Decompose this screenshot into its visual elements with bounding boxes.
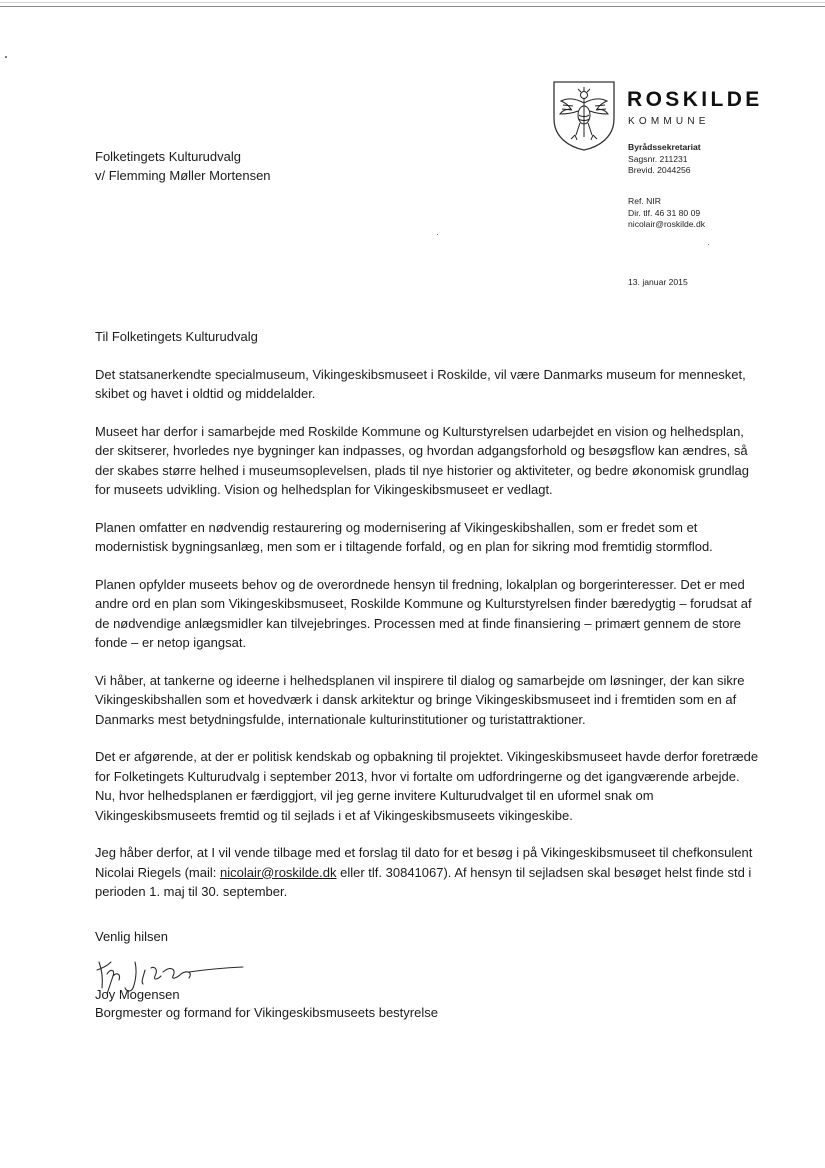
paragraph bbox=[95, 671, 795, 730]
paragraph-line: fonde – er netop igangsat. bbox=[95, 635, 247, 650]
paragraph-line bbox=[95, 863, 795, 883]
paragraph-line: Jeg håber derfor, at I vil vende tilbage med et forslag til dato for et besøg i på Vikingeskibsmuseet til chefkonsulent bbox=[95, 845, 753, 860]
paragraph-line: de nødvendige anlægsmidler kan tilvejebringes. Processen med at finde finansiering – primært gennem de store bbox=[95, 615, 742, 631]
text-span: eller tlf. 30841067). Af hensyn til sejladsen skal besøget helst finde std i bbox=[336, 864, 752, 880]
case-info bbox=[628, 142, 701, 177]
paragraph-line: for Folketingets Kulturudvalg i september 2013, hvor vi fortalte om udfordringerne og det igangværende arbejde. bbox=[95, 768, 740, 784]
paragraph bbox=[95, 365, 795, 404]
scan-edge-line bbox=[0, 2, 825, 3]
letter-number: Brevid. 2044256 bbox=[628, 165, 691, 175]
paragraph-line: Museet har derfor i samarbejde med Roskilde Kommune og Kulturstyrelsen udarbejdet en vision og helhedsplan, bbox=[95, 423, 744, 439]
paragraph-line: skibet og havet i oldtid og middelalder. bbox=[95, 386, 316, 401]
paragraph-line: Vikingeskibshallen som et hovedværk i dansk arkitektur og bringe Vikingeskibsmuseet ind i fremtiden som en af bbox=[95, 692, 737, 707]
paragraph bbox=[95, 747, 795, 825]
letter-body bbox=[95, 327, 795, 920]
reference: Ref. NIR bbox=[628, 196, 661, 206]
paragraph-line: andre ord en plan som Vikingeskibsmuseet, Roskilde Kommune og Kulturstyrelsen finder bæredygtig – forudsat af bbox=[95, 596, 752, 611]
paragraph-line: der skabes større helhed i museumsoplevelsen, plads til nye historier og aktiviteter, og bedre økonomisk grundlag bbox=[95, 462, 749, 478]
paragraph-line: Vikingeskibsmuseets fremtid og til sejlads i et af Vikingeskibsmuseets vikingeskibe. bbox=[95, 807, 573, 823]
recipient-line: v/ Flemming Møller Mortensen bbox=[95, 168, 271, 183]
closing: Venlig hilsen bbox=[95, 929, 168, 944]
scan-edge-line bbox=[0, 6, 825, 7]
paragraph-line: for museets udvikling. Vision og helhedsplan for Vikingeskibsmuseet er vedlagt. bbox=[95, 482, 553, 497]
salutation: Til Folketingets Kulturudvalg bbox=[95, 329, 258, 344]
paragraph-line: Planen opfylder museets behov og de overordnede hensyn til fredning, lokalplan og borgerinteresser. Det er med bbox=[95, 576, 745, 592]
scan-speck bbox=[708, 244, 709, 245]
paragraph-line: Planen omfatter en nødvendig restaurering og modernisering af Vikingeskibshallen, som er fredet som et bbox=[95, 519, 698, 535]
paragraph-line: Vi håber, at tankerne og ideerne i helhedsplanen vil inspirere til dialog og samarbejde om løsninger, der kan sikre bbox=[95, 672, 745, 688]
brand-subtitle: KOMMUNE bbox=[628, 116, 710, 127]
department: Byrådssekretariat bbox=[628, 142, 701, 152]
roskilde-crest-icon bbox=[551, 79, 617, 151]
text-span: Nicolai Riegels (mail: bbox=[95, 864, 220, 880]
paragraph bbox=[95, 518, 795, 557]
paragraph-line: Det statsanerkendte specialmuseum, Vikingeskibsmuseet i Roskilde, vil være Danmarks museum for mennesket, bbox=[95, 366, 746, 382]
letter-date: 13. januar 2015 bbox=[628, 277, 688, 287]
paragraph-line: perioden 1. maj til 30. september. bbox=[95, 884, 288, 899]
brand-name: ROSKILDE bbox=[627, 88, 763, 111]
case-number: Sagsnr. 211231 bbox=[628, 153, 688, 164]
recipient-address bbox=[95, 147, 271, 185]
signer-title: Borgmester og formand for Vikingeskibsmuseets bestyrelse bbox=[95, 1005, 438, 1020]
contact-info bbox=[628, 196, 705, 231]
paragraph-line: Danmarks mest betydningsfulde, internationale kulturinstitutioner og turistattraktioner. bbox=[95, 711, 586, 727]
paragraph-line: modernistisk bygningsanlæg, men som er i tiltagende forfald, og en plan for sikring mod fremtidig stormflod. bbox=[95, 539, 713, 554]
signer-name: Joy Mogensen bbox=[95, 987, 180, 1002]
paragraph-line: der skitserer, hvorledes nye bygninger kan indpasses, og hvordan adgangsforhold og besøgsflow kan ændres, så bbox=[95, 443, 748, 458]
paragraph-line: Det er afgørende, at der er politisk kendskab og opbakning til projektet. Vikingeskibsmuseet havde derfor foretræde bbox=[95, 749, 759, 764]
paragraph bbox=[95, 575, 795, 653]
recipient-line: Folketingets Kulturudvalg bbox=[95, 149, 241, 164]
scan-speck bbox=[5, 56, 7, 58]
direct-phone: Dir. tlf. 46 31 80 09 bbox=[628, 207, 701, 218]
contact-email: nicolair@roskilde.dk bbox=[628, 219, 706, 229]
paragraph bbox=[95, 843, 795, 902]
paragraph-line: Nu, hvor helhedsplanen er færdiggjort, vil jeg gerne invitere Kulturudvalget til en uformel snak om bbox=[95, 788, 654, 803]
paragraph bbox=[95, 422, 795, 500]
email-link[interactable]: nicolair@roskilde.dk bbox=[219, 864, 337, 880]
scan-speck bbox=[437, 234, 438, 235]
